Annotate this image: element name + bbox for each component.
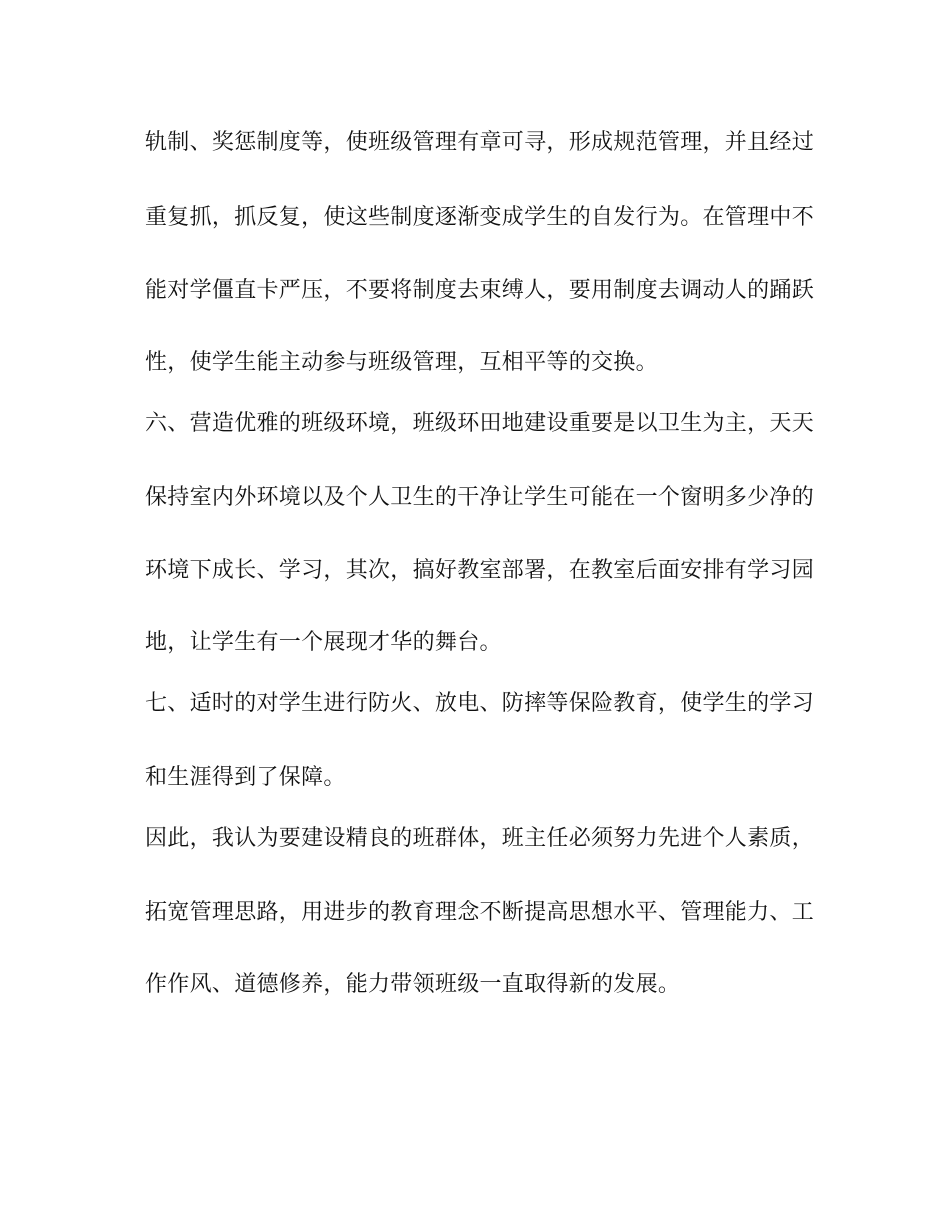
text-line: 拓宽管理思路，用进步的教育理念不断提高思想水平、管理能力、工 — [145, 900, 815, 925]
text-line: 环境下成长、学习，其次，搞好教室部署，在教室后面安排有学习园 — [145, 558, 815, 583]
text-line: 重复抓，抓反复，使这些制度逐渐变成学生的自发行为。在管理中不 — [145, 205, 815, 230]
text-line: 轨制、奖惩制度等，使班级管理有章可寻，形成规范管理，并且经过 — [145, 130, 815, 155]
text-line: 和生涯得到了保障。 — [145, 765, 346, 790]
text-line: 七、适时的对学生进行防火、放电、防摔等保险教育，使学生的学习 — [145, 691, 815, 716]
text-line: 性，使学生能主动参与班级管理，互相平等的交换。 — [145, 350, 658, 375]
text-line: 作作风、道德修养，能力带领班级一直取得新的发展。 — [145, 972, 681, 997]
text-line: 因此，我认为要建设精良的班群体，班主任必须努力先进个人素质， — [145, 826, 815, 851]
text-line: 六、营造优雅的班级环境，班级环田地建设重要是以卫生为主，天天 — [145, 411, 815, 436]
text-line: 能对学僵直卡严压，不要将制度去束缚人，要用制度去调动人的踊跃 — [145, 278, 815, 303]
text-line: 地，让学生有一个展现才华的舞台。 — [145, 630, 502, 655]
text-line: 保持室内外环境以及个人卫生的干净让学生可能在一个窗明多少净的 — [145, 485, 815, 510]
